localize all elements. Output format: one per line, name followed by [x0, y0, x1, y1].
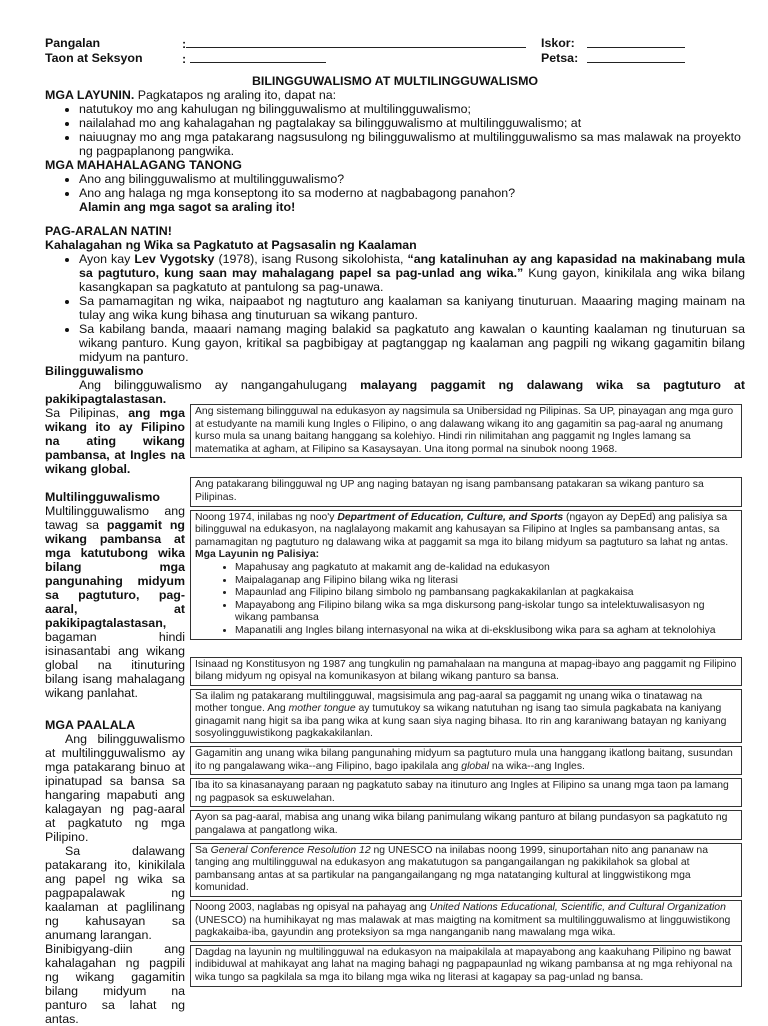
info-box-difference: Iba ito sa kinasanayang paraan ng pagkatuto sabay na itinuturo ang Ingles at Filipino sa unang mga taon pa lamang ng pagpasok sa eskuwelahan. [190, 778, 742, 807]
section-field[interactable]: : [182, 51, 326, 66]
study-point: • Ayon kay Lev Vygotsky (1978), isang Rusong sikolohista, “ang katalinuhan ay ang kapasidad na makinabang mula sa pagtuturo, kung saan may mahalagang papel sa pag-unlad ang wika.” Kung gayon, kinikilala ang wika bilang kasangkapan sa pagkatuto at pantulong sa pag-unawa. [79, 252, 745, 294]
info-box-additional-goal: Dagdag na layunin ng multilingguwal na edukasyon na maipakilala at mapayabong ang kaakuhang Pilipino ng bawat indibiduwal at mahikayat ang lahat na maging bahagi ng pagpapaunlad ng wikang pambansa at ng mga rehiyonal na wika tungo sa pagkilala sa mga ito bilang mga wika ng literasi at kagapay sa pag-unlad ng bansa. [190, 945, 742, 987]
objectives-intro: Pagkatapos ng araling ito, dapat na: [134, 88, 337, 102]
study-point: • Sa pamamagitan ng wika, naipaabot ng nagtuturo ang kaalaman sa kaniyang tinuturuan. Maaaring maging mainam na tulay ang wika kung bihasa ang tinuturuan sa wikang panturo. [79, 294, 745, 322]
question-item: • Ano ang halaga ng mga konseptong ito sa moderno at nagbabagong panahon? [79, 186, 745, 200]
key-questions [45, 158, 745, 214]
reminders-heading: MGA PAALALA [45, 718, 136, 732]
objectives-heading: MGA LAYUNIN. [45, 88, 135, 102]
info-box-research: Ayon sa pag-aaral, mabisa ang unang wika bilang panimulang wikang panturo at bilang pundasyon sa pagkatuto ng pangalawa at pangatlong wika. [190, 810, 742, 839]
reminder-paragraph: Sa dalawang patakarang ito, kinikilala ang papel ng wika sa pagpapalawak ng kaalaman at paglilinang ng kahusayan sa anumang larangan. [45, 844, 185, 942]
study-heading: PAG-ARALAN NATIN! [45, 224, 172, 238]
info-box-unesco-2003: Noong 2003, naglabas ng opisyal na pahayag ang United Nations Educational, Scientific, and Cultural Organization (UNESCO) na humihikayat ng mas malawak at mas maigting na komitment sa multilingguwalismo at lingguwistikong pagkakaiba-iba, gayundin ang proteksiyon sa mga nanganganib nang mawalang mga wika. [190, 900, 742, 942]
policy-goal: • Mapanatili ang Ingles bilang internasyonal na wika at di-eksklusibong wika para sa agham at teknolohiya [235, 625, 737, 638]
date-label: Petsa: [541, 51, 579, 65]
reminder-paragraph: Ang bilingguwalismo at multilingguwalismo ay mga patakarang binuo at ipinatupad sa bansa sa hangaring mapabuti ang kalagayan ng pag-aaral at pagkatuto ng mga Pilipino. [45, 732, 185, 844]
study-point: • Sa kabilang banda, maaari namang maging balakid sa pagkatuto ang kawalan o kaunting kaalaman ng tinuturuan sa wikang panturo. Kung gayon, kritikal sa pagbibigay at pagtanggap ng kaalaman ang pagpili ng wikang gagamitin bilang midyum na panturo. [79, 322, 745, 364]
page-title: BILINGGUWALISMO AT MULTILINGGUWALISMO [251, 74, 539, 88]
info-box-mother-tongue: Sa ilalim ng patakarang multilingguwal, magsisimula ang pag-aaral sa paggamit ng unang wika o tinatawag na mother tongue. Ang mother tongue ay tumutukoy sa wikang natutuhan ng isang tao simula pagkabata na kaniyang ginagamit nang higit sa iba pang wika at kung saan siya naging bihasa. Ito rin ang karaniwang batayan ng kaniyang sosyolingguwistikong pagkakakilanlan. [190, 689, 742, 743]
left-column [45, 392, 185, 1026]
multilingual-definition: Multilingguwalismo ang tawag sa paggamit ng wikang pambansa at mga katutubong wika bilang mga pangunahing midyum sa pagtuturo, pag-aaral, at pakikipagtalastasan, bagaman hindi isinasantabi ang wikang global na itinuturing bilang isang mahalagang wikang panlahat. [45, 504, 185, 700]
objectives [45, 88, 745, 158]
objective-item: • natutukoy mo ang kahulugan ng bilingguwalismo at multilingguwalismo; [79, 102, 745, 116]
bilingual-heading: Bilingguwalismo [45, 364, 144, 378]
policy-goals-heading: Mga Layunin ng Palisiya: [195, 549, 320, 561]
info-box-unesco-1999: Sa General Conference Resolution 12 ng UNESCO na inilabas noong 1999, sinuportahan nito ang pananaw na tanging ang multilingguwal na edukasyon ang makatutugon sa pangangailangan ng pakikilahok sa global at pambansang antas at sa partikular na pangangailangang ng mga natatanging kultural at linggwistikong mga komunidad. [190, 843, 742, 897]
policy-goal: • Mapaunlad ang Filipino bilang simbolo ng pambansang pagkakakilanlan at pagkakaisa [235, 587, 737, 600]
info-box-first-language: Gagamitin ang unang wika bilang pangunahing midyum sa pagtuturo mula una hanggang ikatlong baitang, susundan ito ng pangalawang wika--ang Filipino, bago ipakilala ang global na wika--ang Ingles. [190, 746, 742, 775]
info-box-1974-policy: Noong 1974, inilabas ng noo'y Department of Education, Culture, and Sports (ngayon ay DepEd) ang palisiya sa bilingguwal na edukasyon, na naglalayong makamit ang kahusayan sa Filipino at Ingles sa pambansang antas, sa pamamagitan ng pagtuturo ng dalawang wika at paggamit sa mga ito bilang midyum sa pagtuturo sa lahat ng antas. Mga Layunin ng Palisiya: • Mapahusay ang pagkatuto at makamit ang de-kalidad na edukasyon • Maipalaganap ang Filipino bilang wika ng literasi • Mapaunlad ang Filipino bilang simbolo ng pambansang pagkakakilanlan at pagkakaisa • Mapayabong ang Filipino bilang wika sa mga diskursong pang-iskolar tungo sa intelektuwalisasyon ng wikang pambansa • Mapanatili ang Ingles bilang internasyonal na wika at di-eksklusibong wika para sa agham at teknolohiya [190, 510, 742, 640]
info-box-1987-constitution: Isinaad ng Konstitusyon ng 1987 ang tungkulin ng pamahalaan na manguna at mapag-ibayo ang paggamit ng Filipino bilang midyum ng opisyal na komunikasyon at bilang wikang panturo sa bansa. [190, 657, 742, 686]
bilingual-intro: Ang bilingguwalismo ay nangangahulugang malayang paggamit ng dalawang wika sa pagtuturo at pakikipagtalastasan. [45, 378, 745, 406]
objective-item: • naiuugnay mo ang mga patakarang nagsusulong ng bilingguwalismo at multilingguwalismo sa mas malawak na proyekto ng pagpaplanong pangwika. [79, 130, 745, 158]
questions-prompt: Alamin ang mga sagot sa araling ito! [79, 200, 296, 214]
worksheet [45, 36, 745, 1026]
questions-heading: MGA MAHAHALAGANG TANONG [45, 158, 242, 172]
header [45, 36, 745, 66]
study-section [45, 224, 745, 364]
multilingual-heading: Multilingguwalismo [45, 490, 160, 504]
policy-goal: • Mapahusay ang pagkatuto at makamit ang de-kalidad na edukasyon [235, 562, 737, 575]
date-field[interactable] [587, 51, 685, 66]
policy-goal: • Mapayabong ang Filipino bilang wika sa mga diskursong pang-iskolar tungo sa intelektuwalisasyon ng wikang pambansa [235, 600, 737, 625]
info-box-up-bilingual: Ang sistemang bilingguwal na edukasyon ay nagsimula sa Unibersidad ng Pilipinas. Sa UP, pinayagan ang mga guro at estudyante na mamili kung Ingles o Filipino, o ang dalawang wikang ito ang gagamitin sa pag-aaral ng anumang kurso mula sa unang baitang hanggang sa kolehiyo. Hindi rin nilimitahan ang paggamit ng Ingles lamang sa matematika at agham, at Filipino sa Kasaysayan. Una itong pormal na sinubok noong 1968. [190, 404, 742, 458]
section-label: Taon at Seksyon [45, 51, 143, 65]
question-item: • Ano ang bilingguwalismo at multilingguwalismo? [79, 172, 745, 186]
score-field[interactable] [587, 36, 685, 51]
info-box-up-policy: Ang patakarang bilingguwal ng UP ang naging batayan ng isang pambansang patakaran sa wikang panturo sa Pilipinas. [190, 477, 742, 506]
study-subheading: Kahalagahan ng Wika sa Pagkatuto at Pagsasalin ng Kaalaman [45, 238, 417, 252]
bilingual-definition: Sa Pilipinas, ang mga wikang ito ay Filipino na ating wikang pambansa, at Ingles na wikang global. [45, 406, 185, 476]
right-column [190, 404, 742, 990]
score-label: Iskor: [541, 36, 575, 50]
reminder-paragraph: Binibigyang-diin ang kahalagahan ng pagpili ng wikang gagamitin bilang midyum na panturo sa lahat ng antas. [45, 942, 185, 1026]
name-field[interactable]: : [182, 36, 526, 51]
policy-goal: • Maipalaganap ang Filipino bilang wika ng literasi [235, 575, 737, 588]
objective-item: • nailalahad mo ang kahalagahan ng pagtalakay sa bilingguwalismo at multilingguwalismo; at [79, 116, 745, 130]
name-label: Pangalan [45, 36, 101, 50]
